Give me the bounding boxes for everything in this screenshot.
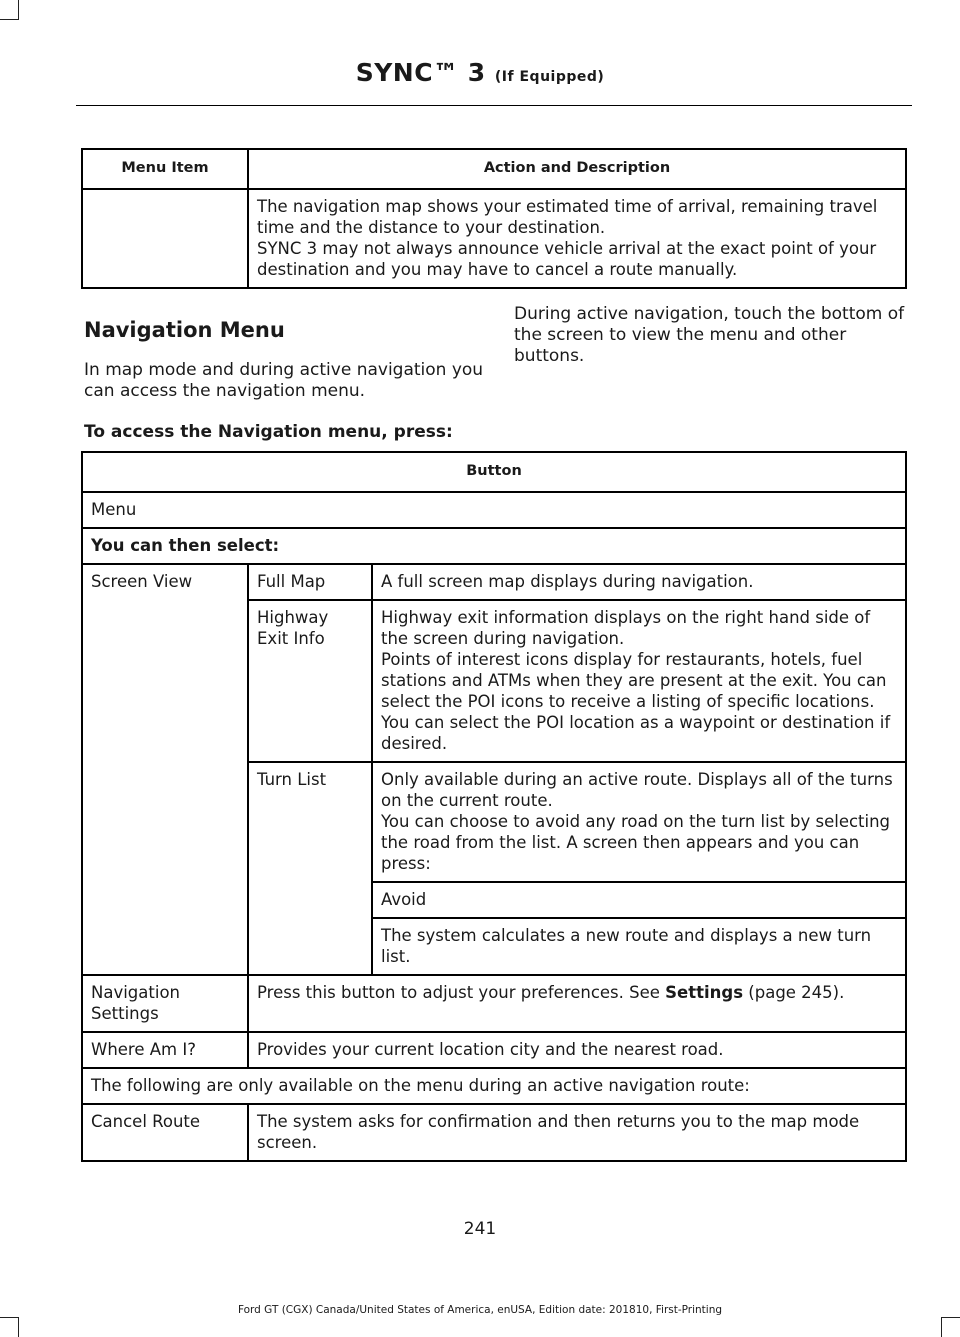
cancel-route-label: Cancel Route [82,1104,248,1161]
intro-paragraph: In map mode and during active navigation you can access the navigation menu. [84,360,484,401]
navigation-settings-description [248,975,906,1032]
description-line: Highway exit information displays on the right hand side of the screen during navigation. [381,608,871,648]
table-cell-description [248,189,906,288]
screen-view-cell: Screen View [82,564,248,975]
turn-list-label: Turn List [248,762,372,975]
table-row [82,975,906,1032]
column-header-action: Action and Description [248,149,906,189]
full-map-description: A full screen map displays during navigation. [372,564,906,600]
menu-button-cell: Menu [82,492,906,528]
turn-list-description [372,762,906,882]
highway-exit-label: Highway Exit Info [248,600,372,762]
menu-item-table [81,148,907,289]
footer-text: Ford GT (CGX) Canada/United States of America, enUSA, Edition date: 201810, First-Printing [237,1304,723,1316]
cancel-route-description: The system asks for confirmation and then returns you to the map mode screen. [248,1104,906,1161]
settings-link[interactable]: Settings [665,983,744,1002]
column-header-button: Button [82,452,906,492]
avoid-cell: Avoid [372,882,906,918]
crop-mark [0,19,19,20]
active-route-note: The following are only available on the menu during an active navigation route: [82,1068,906,1104]
table-row [82,189,906,288]
avoid-description: The system calculates a new route and displays a new turn list. [372,918,906,975]
page-title-main: SYNC™ 3 [355,58,486,87]
table-row [82,528,906,564]
table-row [82,492,906,528]
crop-mark [18,1317,19,1337]
crop-mark [0,1317,19,1318]
description-line: You can choose to avoid any road on the turn list by selecting the road from the list. A screen then appears and you can press: [381,812,891,873]
where-am-i-label: Where Am I? [82,1032,248,1068]
section-heading: Navigation Menu [84,318,285,342]
table-row [82,1068,906,1104]
where-am-i-description: Provides your current location city and the nearest road. [248,1032,906,1068]
crop-mark [941,1317,942,1337]
navigation-settings-label: Navigation Settings [82,975,248,1032]
settings-text-pre: Press this button to adjust your preferences. See [257,983,666,1002]
navigation-menu-table [81,451,907,1162]
lead-text: To access the Navigation menu, press: [84,422,453,442]
select-label-cell: You can then select: [82,528,906,564]
crop-mark [941,1317,960,1318]
table-cell-item [82,189,248,288]
description-line: Points of interest icons display for restaurants, hotels, fuel stations and ATMs when they are present at the exit. You can select the POI icons to receive a listing of specific locations. You can select the POI location as a waypoint or destination if desired. [381,650,891,753]
crop-mark [18,0,19,20]
description-line: SYNC 3 may not always announce vehicle arrival at the exact point of your destination and you may have to cancel a route manually. [257,239,877,279]
active-navigation-paragraph: During active navigation, touch the bottom of the screen to view the menu and other buttons. [514,304,905,366]
page-number: 241 [463,1219,497,1239]
column-header-menu-item: Menu Item [82,149,248,189]
settings-text-post: (page 245). [743,983,845,1002]
description-line: Only available during an active route. Displays all of the turns on the current route. [381,770,893,810]
table-row [82,564,906,600]
table-row [82,1032,906,1068]
description-line: The navigation map shows your estimated time of arrival, remaining travel time and the distance to your destination. [257,197,878,237]
header-rule [76,105,912,106]
full-map-label: Full Map [248,564,372,600]
page-title [0,58,960,87]
page-title-sub: (If Equipped) [494,69,605,85]
highway-exit-description [372,600,906,762]
table-row [82,1104,906,1161]
